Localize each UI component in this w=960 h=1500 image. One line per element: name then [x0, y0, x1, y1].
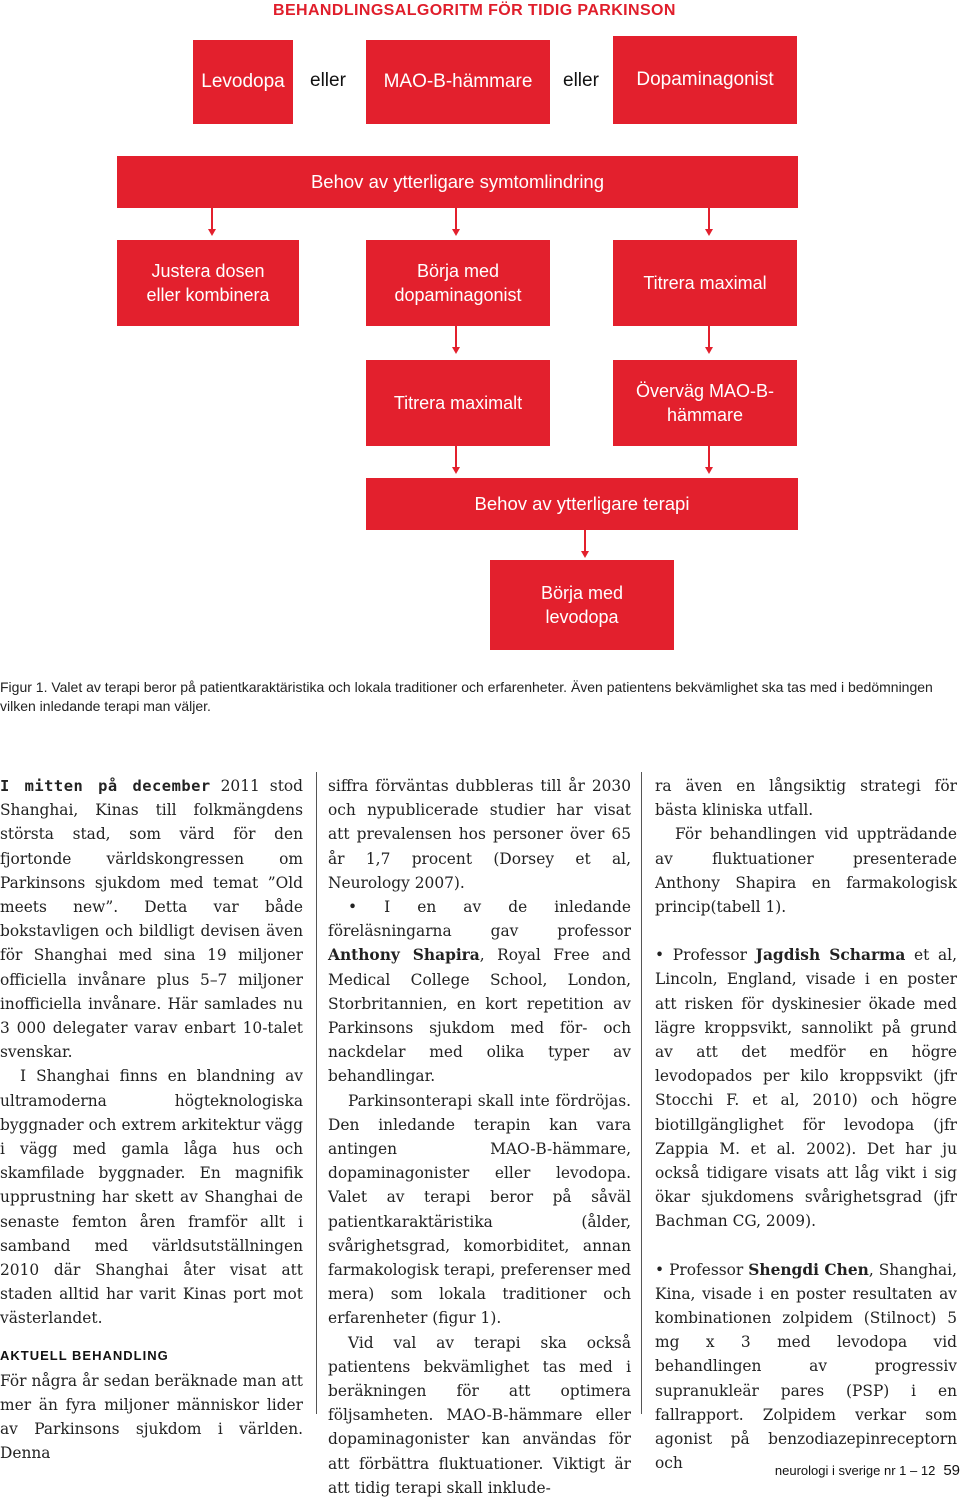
article-column-1	[0, 774, 303, 1466]
paragraph-text: • Professor	[655, 946, 756, 965]
box-levodopa: Levodopa	[193, 40, 293, 124]
box-consider-maob: Överväg MAO-B-hämmare	[613, 360, 797, 446]
figure-caption: Figur 1. Valet av terapi beror på patientkaraktäristika och lokala traditioner och erfarenheter. Även patientens bekvämlighet ska tas med i bedömningen vilken inledande terapi man väljer.	[0, 679, 933, 714]
box-start-levodopa: Börja med levodopa	[490, 560, 674, 650]
arrow-down-icon	[705, 347, 713, 354]
paragraph-text: , Royal Free and Medical College School, London, Storbritannien, en kort repetition av Parkinsons sjukdom med för- och nackdelar med olika typer av behandlingar.	[328, 946, 631, 1086]
column-divider	[316, 772, 317, 1414]
lead-in: I mitten på december	[0, 777, 211, 795]
journal-name: neurologi i sverige nr 1 – 12	[774, 1463, 936, 1478]
page-number: 59	[943, 1462, 960, 1479]
paragraph-text: • Professor	[655, 1260, 749, 1279]
arrow-down-icon	[208, 229, 216, 236]
paragraph: För behandlingen vid uppträdande av fluktuationer presenterade Anthony Shapira en farmakologisk princip(tabell 1).	[655, 825, 957, 917]
arrow-down-icon	[581, 551, 589, 558]
paragraph-text: et al, Lincoln, England, visade i en poster att risken för dyskinesier ökade med lägre kroppsvikt, sannolikt på grund av att det medför en högre levodopados per kilo kroppsvikt (jfr Stocchi F. et al, 2010) och högre biotillgänglighet för levodopa (jfr Zappia M. et al. 2002). Det har ju också tidigare visats att låg vikt i sig ökar sjukdomens svårighetsgrad (jfr Bachman CG, 2009).	[655, 946, 957, 1231]
arrow-down-icon	[452, 229, 460, 236]
paragraph: Vid val av terapi ska också patientens bekvämlighet tas med i beräkningen för att optimera följsamheten. MAO-B-hämmare eller dopaminagonister kan användas för att förbättra fluktuationer. Viktigt är att tidig terapi skall inklude-	[328, 1333, 631, 1497]
paragraph	[328, 895, 631, 1089]
paragraph: I Shanghai finns en blandning av ultramoderna högteknologiska byggnader och extrem arkitektur vägg i vägg med gamla låga hus och skamfilade byggnader. En magnifik upprustning har skett av Shanghai de senaste femton åren framför allt i samband med världsutställningen 2010 där Shanghai åter visat att staden alltid har varit Kinas port mot västerlandet.	[0, 1067, 303, 1328]
or-label-2: eller	[563, 70, 599, 91]
box-maob: MAO-B-hämmare	[366, 40, 550, 124]
person-name: Jagdish Scharma	[755, 946, 906, 965]
column-divider	[641, 772, 642, 1414]
paragraph: ra även en långsiktig strategi för bästa kliniska utfall.	[655, 777, 957, 820]
box-need-symptom-relief: Behov av ytterligare symtomlindring	[117, 156, 798, 208]
paragraph	[655, 943, 957, 1233]
person-name: Anthony Shapira	[328, 946, 480, 965]
paragraph: Parkinsonterapi skall inte fördröjas. Den inledande terapin kan vara antingen MAO-B-hämmare, dopaminagonister eller levodopa. Valet av terapi beror på såväl patientkaraktäristika (ålder, svårighetsgrad, komorbiditet, annan farmakologisk terapi, preferenser med mera) som lokala traditioner och erfarenheter (figur 1).	[328, 1091, 631, 1328]
paragraph: För några år sedan beräknade man att mer än fyra miljoner människor lider av Parkinsons sjukdom i världen. Denna	[0, 1371, 303, 1463]
article-column-3	[655, 774, 957, 1475]
person-name: Shengdi Chen	[748, 1260, 869, 1279]
paragraph	[655, 1258, 957, 1476]
paragraph: siffra förväntas dubbleras till år 2030 och nypublicerade studier har visat att prevalensen hos personer över 65 år 1,7 procent (Dorsey et al, Neurology 2007).	[328, 777, 631, 892]
article-column-2	[328, 774, 631, 1500]
box-titrate-maximal: Titrera maximal	[613, 240, 797, 326]
box-start-dopaminagonist: Börja med dopaminagonist	[366, 240, 550, 326]
arrow-down-icon	[705, 229, 713, 236]
box-need-further-therapy: Behov av ytterligare terapi	[366, 478, 798, 530]
paragraph-text: • I en av de inledande föreläsningarna gav professor	[328, 898, 631, 941]
or-label-1: eller	[310, 70, 346, 91]
arrow-down-icon	[452, 347, 460, 354]
box-titrate-maximalt: Titrera maximalt	[366, 360, 550, 446]
algorithm-title: BEHANDLINGSALGORITM FÖR TIDIG PARKINSON	[273, 2, 676, 19]
section-heading: AKTUELL BEHANDLING	[0, 1347, 169, 1363]
paragraph: 2011 stod Shanghai, Kinas till folkmängdens största stad, som värd för den fjortonde världskongressen om Parkinsons sjukdom med temat ”Old meets new”. Detta var både bokstavligen och bildligt devisen även för Shanghai med sina 19 miljoner officiella invånare plus 5–7 miljoner inofficiella invånare. Här samlades nu 3 000 delegater varav enbart 10-talet svenskar.	[0, 777, 304, 1062]
arrow-down-icon	[705, 467, 713, 474]
box-adjust-dose: Justera dosen eller kombinera	[117, 240, 299, 326]
box-dopaminagonist: Dopaminagonist	[613, 36, 797, 124]
arrow-down-icon	[452, 467, 460, 474]
page-footer	[775, 1462, 960, 1479]
paragraph-text: , Shanghai, Kina, visade i en poster resultaten av kombinationen zolpidem (Stilnoct) 5 mg x 3 med levodopa vid behandlingen av progressiv supranukleär pares (PSP) i en fallrapport. Zolpidem verkar som agonist på benzodiazepinreceptorn och	[655, 1260, 957, 1473]
